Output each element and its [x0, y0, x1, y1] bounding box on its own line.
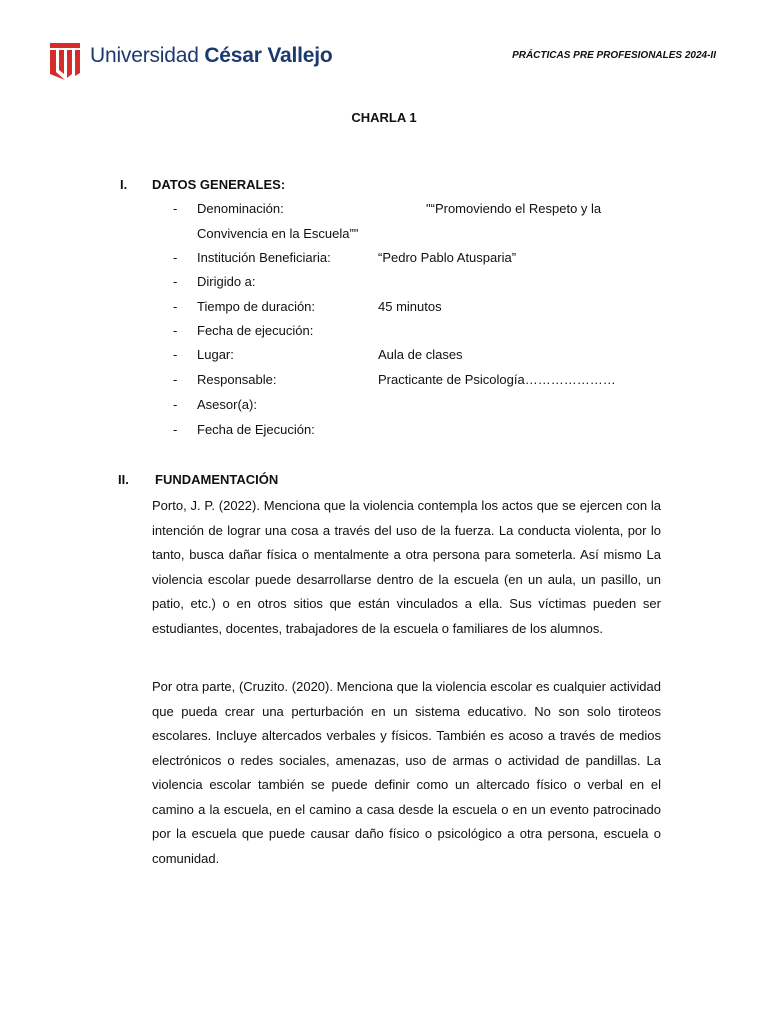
- logo-text-regular: Universidad: [90, 44, 205, 67]
- item-value: 45 minutos: [378, 299, 442, 314]
- item-label: Fecha de ejecución:: [197, 323, 314, 338]
- item-label: Denominación:: [197, 201, 284, 216]
- list-dash: -: [173, 323, 178, 338]
- section-1-heading: DATOS GENERALES:: [152, 177, 286, 192]
- list-dash: -: [173, 422, 178, 437]
- logo-text-bold: César Vallejo: [204, 44, 333, 67]
- list-item: [0, 346, 768, 364]
- list-dash: -: [173, 274, 178, 289]
- item-value: “Pedro Pablo Atusparia”: [378, 250, 517, 265]
- list-item: [0, 249, 768, 267]
- section-1-number: I.: [120, 177, 128, 192]
- list-dash: -: [173, 347, 178, 362]
- list-dash: -: [173, 299, 178, 314]
- item-continuation: Convivencia en la Escuela”": [197, 226, 359, 241]
- item-label: Institución Beneficiaria:: [197, 250, 331, 265]
- item-label: Asesor(a):: [197, 397, 257, 412]
- item-value: "“Promoviendo el Respeto y la: [426, 201, 602, 216]
- item-value: Practicante de Psicología…………………: [378, 372, 616, 387]
- document-title: CHARLA 1: [351, 110, 417, 125]
- item-label: Fecha de Ejecución:: [197, 422, 315, 437]
- list-item: [0, 421, 768, 439]
- section-2-heading: FUNDAMENTACIÓN: [155, 472, 279, 487]
- list-item: [0, 273, 768, 291]
- item-label: Dirigido a:: [197, 274, 256, 289]
- list-item: [0, 322, 768, 340]
- list-item: [0, 200, 768, 218]
- university-name: [90, 42, 332, 70]
- list-dash: -: [173, 397, 178, 412]
- item-label: Responsable:: [197, 372, 277, 387]
- paragraph: Por otra parte, (Cruzito. (2020). Menciona que la violencia escolar es cualquier actividad que pueda crear una perturbación en un sistema educativo. No son solo tiroteos escolares. Incluye altercados verbales y físicos. También es acoso a través de medios electrónicos o redes sociales, amenazas, uso de armas o actividad de pandillas. La violencia escolar también se puede definir como un altercado físico o verbal en el camino a la escuela, en el camino a casa desde la escuela o en un evento patrocinado por la escuela que puede causar daño físico o psicológico a otra persona, escuela o comunidad.: [152, 679, 661, 866]
- list-item: [0, 396, 768, 414]
- university-logo: [48, 40, 333, 82]
- item-label: Lugar:: [197, 347, 234, 362]
- list-item: [0, 298, 768, 316]
- section-2-number: II.: [118, 472, 129, 487]
- item-value: Aula de clases: [378, 347, 463, 362]
- header-course-label: PRÁCTICAS PRE PROFESIONALES 2024-II: [512, 50, 716, 61]
- item-label: Tiempo de duración:: [197, 299, 316, 314]
- list-dash: -: [173, 372, 178, 387]
- ucv-shield-icon: [48, 40, 82, 82]
- list-item: [0, 371, 768, 389]
- list-dash: -: [173, 250, 178, 265]
- list-dash: -: [173, 201, 178, 216]
- paragraph: Porto, J. P. (2022). Menciona que la violencia contempla los actos que se ejercen con la intención de lograr una cosa a través del uso de la fuerza. La conducta violenta, por lo tanto, busca dañar física o mentalmente a otra persona para someterla. Así mismo La violencia escolar puede desarrollarse dentro de la escuela (en un aula, un pasillo, un patio, etc.) o en otros sitios que están vinculados a ella. Sus víctimas pueden ser estudiantes, docentes, trabajadores de la escuela o familiares de los alumnos.: [152, 498, 661, 636]
